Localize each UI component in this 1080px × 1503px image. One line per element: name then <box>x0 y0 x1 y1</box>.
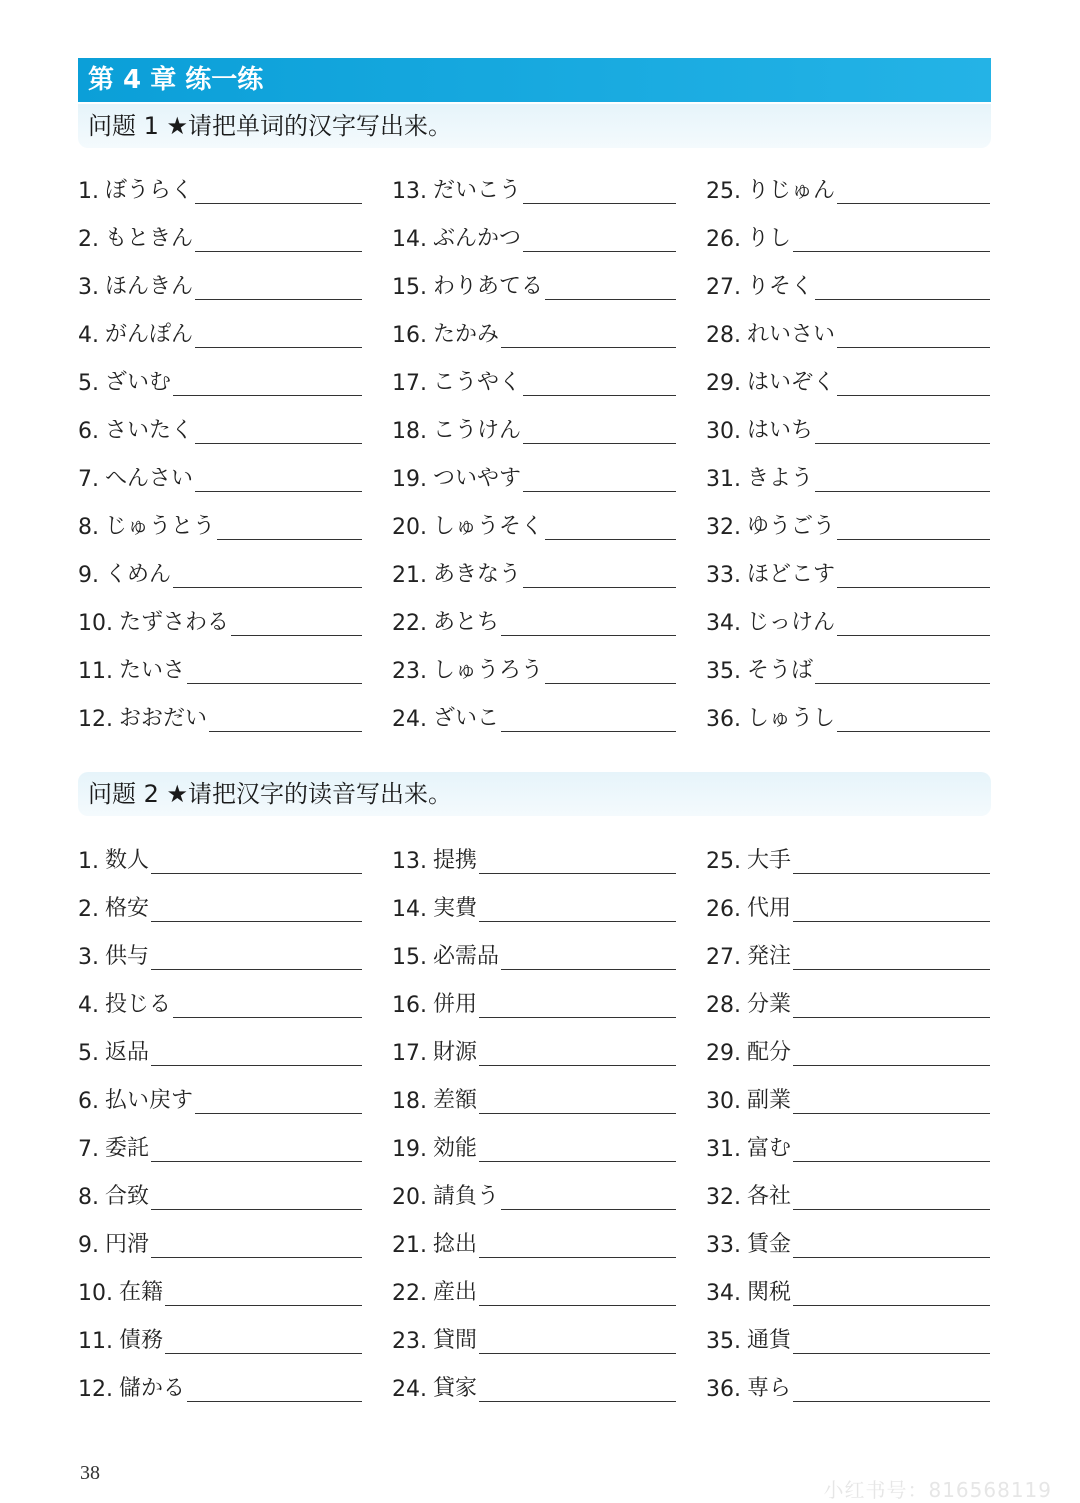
answer-blank-line <box>195 229 362 252</box>
exercise-item <box>706 162 990 210</box>
item-number: 15. <box>392 945 427 970</box>
exercise-item <box>78 928 362 976</box>
item-word: へんさい <box>105 466 194 491</box>
answer-blank-line <box>151 851 362 874</box>
item-word: たいさ <box>119 658 186 683</box>
answer-blank-line <box>501 947 676 970</box>
answer-blank-line <box>151 947 362 970</box>
answer-blank-line <box>209 709 362 732</box>
item-number: 34. <box>706 1281 741 1306</box>
item-number: 29. <box>706 1041 741 1066</box>
item-word: 財源 <box>433 1040 478 1065</box>
exercise-item <box>78 690 362 738</box>
item-word: 差額 <box>433 1088 478 1113</box>
exercise-item <box>706 210 990 258</box>
item-word: たずさわる <box>119 610 230 635</box>
exercise-item <box>392 210 676 258</box>
exercise-item <box>78 258 362 306</box>
item-number: 11. <box>78 1329 113 1354</box>
answer-blank-line <box>151 1043 362 1066</box>
item-number: 19. <box>392 1137 427 1162</box>
section1-exercise-grid <box>78 162 991 738</box>
item-word: 代用 <box>747 896 792 921</box>
exercise-item <box>78 450 362 498</box>
item-word: こうやく <box>433 370 522 395</box>
item-word: 必需品 <box>433 944 500 969</box>
answer-blank-line <box>195 277 362 300</box>
answer-blank-line <box>793 1139 990 1162</box>
answer-blank-line <box>837 517 990 540</box>
item-number: 18. <box>392 419 427 444</box>
item-word: わりあてる <box>433 274 544 299</box>
item-word: くめん <box>105 562 172 587</box>
item-number: 3. <box>78 275 99 300</box>
exercise-item <box>78 1072 362 1120</box>
item-number: 24. <box>392 707 427 732</box>
exercise-item <box>706 1072 990 1120</box>
item-number: 9. <box>78 563 99 588</box>
exercise-item <box>706 832 990 880</box>
item-number: 8. <box>78 515 99 540</box>
item-word: 併用 <box>433 992 478 1017</box>
exercise-item <box>78 546 362 594</box>
item-word: 専ら <box>747 1376 792 1401</box>
answer-blank-line <box>479 851 676 874</box>
item-word: 投じる <box>105 992 172 1017</box>
exercise-item <box>706 354 990 402</box>
item-number: 28. <box>706 323 741 348</box>
item-number: 6. <box>78 419 99 444</box>
exercise-item <box>78 832 362 880</box>
item-word: 返品 <box>105 1040 150 1065</box>
exercise-item <box>392 928 676 976</box>
item-number: 33. <box>706 1233 741 1258</box>
item-number: 4. <box>78 323 99 348</box>
item-number: 28. <box>706 993 741 1018</box>
answer-blank-line <box>793 1187 990 1210</box>
item-word: 分業 <box>747 992 792 1017</box>
item-number: 19. <box>392 467 427 492</box>
exercise-item <box>78 162 362 210</box>
item-word: 貸間 <box>433 1328 478 1353</box>
answer-blank-line <box>523 421 676 444</box>
exercise-item <box>78 976 362 1024</box>
exercise-item <box>392 832 676 880</box>
exercise-item <box>392 162 676 210</box>
item-word: 副業 <box>747 1088 792 1113</box>
item-word: 委託 <box>105 1136 150 1161</box>
item-number: 20. <box>392 515 427 540</box>
item-number: 22. <box>392 611 427 636</box>
item-word: 大手 <box>747 848 792 873</box>
answer-blank-line <box>479 899 676 922</box>
exercise-item <box>392 594 676 642</box>
item-word: 賃金 <box>747 1232 792 1257</box>
answer-blank-line <box>523 565 676 588</box>
answer-blank-line <box>815 469 990 492</box>
item-word: そうば <box>747 658 814 683</box>
answer-blank-line <box>479 1331 676 1354</box>
answer-blank-line <box>837 325 990 348</box>
answer-blank-line <box>793 947 990 970</box>
item-number: 17. <box>392 371 427 396</box>
answer-blank-line <box>479 1283 676 1306</box>
answer-blank-line <box>793 851 990 874</box>
item-word: おおだい <box>119 706 208 731</box>
answer-blank-line <box>815 421 990 444</box>
item-word: りそく <box>747 274 814 299</box>
item-number: 4. <box>78 993 99 1018</box>
item-number: 35. <box>706 1329 741 1354</box>
item-word: ぶんかつ <box>433 226 522 251</box>
item-word: 格安 <box>105 896 150 921</box>
item-number: 32. <box>706 515 741 540</box>
item-number: 8. <box>78 1185 99 1210</box>
item-number: 12. <box>78 1377 113 1402</box>
exercise-item <box>78 642 362 690</box>
item-word: しゅうし <box>747 706 836 731</box>
item-word: がんぽん <box>105 322 194 347</box>
item-word: さいたく <box>105 418 194 443</box>
exercise-item <box>78 402 362 450</box>
answer-blank-line <box>545 277 676 300</box>
item-number: 9. <box>78 1233 99 1258</box>
exercise-item <box>706 1360 990 1408</box>
answer-blank-line <box>793 1379 990 1402</box>
answer-blank-line <box>195 325 362 348</box>
item-word: 在籍 <box>119 1280 164 1305</box>
exercise-item <box>706 402 990 450</box>
item-word: ついやす <box>433 466 522 491</box>
chapter-title: 第 4 章 练一练 <box>78 58 991 102</box>
item-number: 16. <box>392 993 427 1018</box>
item-number: 7. <box>78 467 99 492</box>
exercise-item <box>392 498 676 546</box>
item-word: きよう <box>747 466 814 491</box>
answer-blank-line <box>837 613 990 636</box>
item-number: 35. <box>706 659 741 684</box>
exercise-item <box>78 1168 362 1216</box>
answer-blank-line <box>793 1091 990 1114</box>
exercise-item <box>78 1360 362 1408</box>
exercise-item <box>706 450 990 498</box>
item-number: 23. <box>392 659 427 684</box>
item-number: 27. <box>706 275 741 300</box>
item-word: 円滑 <box>105 1232 150 1257</box>
watermark: 小红书号：816568119 <box>823 1478 1052 1502</box>
answer-blank-line <box>523 469 676 492</box>
answer-blank-line <box>165 1283 362 1306</box>
item-number: 36. <box>706 707 741 732</box>
exercise-item <box>392 1264 676 1312</box>
item-word: たかみ <box>433 322 500 347</box>
answer-blank-line <box>151 899 362 922</box>
exercise-item <box>706 1312 990 1360</box>
exercise-item <box>706 1024 990 1072</box>
item-word: 産出 <box>433 1280 478 1305</box>
exercise-item <box>392 1072 676 1120</box>
exercise-item <box>706 546 990 594</box>
exercise-item <box>78 306 362 354</box>
answer-blank-line <box>479 1379 676 1402</box>
answer-blank-line <box>479 1091 676 1114</box>
answer-blank-line <box>187 661 362 684</box>
item-word: 効能 <box>433 1136 478 1161</box>
exercise-item <box>78 498 362 546</box>
item-number: 14. <box>392 897 427 922</box>
exercise-item <box>392 880 676 928</box>
item-word: ほんきん <box>105 274 194 299</box>
item-word: 提携 <box>433 848 478 873</box>
item-word: 配分 <box>747 1040 792 1065</box>
exercise-item <box>392 546 676 594</box>
item-word: 各社 <box>747 1184 792 1209</box>
exercise-item <box>78 354 362 402</box>
answer-blank-line <box>165 1331 362 1354</box>
item-number: 13. <box>392 849 427 874</box>
answer-blank-line <box>545 661 676 684</box>
exercise-item <box>78 1216 362 1264</box>
item-number: 30. <box>706 1089 741 1114</box>
answer-blank-line <box>523 181 676 204</box>
item-word: 捻出 <box>433 1232 478 1257</box>
item-word: しゅうろう <box>433 658 544 683</box>
answer-blank-line <box>195 1091 362 1114</box>
item-number: 22. <box>392 1281 427 1306</box>
item-word: あとち <box>433 610 500 635</box>
item-word: 実費 <box>433 896 478 921</box>
answer-blank-line <box>173 373 362 396</box>
item-number: 18. <box>392 1089 427 1114</box>
answer-blank-line <box>479 995 676 1018</box>
answer-blank-line <box>151 1139 362 1162</box>
item-word: 請負う <box>433 1184 500 1209</box>
item-number: 10. <box>78 1281 113 1306</box>
exercise-item <box>706 1216 990 1264</box>
item-number: 36. <box>706 1377 741 1402</box>
item-word: 儲かる <box>119 1376 186 1401</box>
item-word: はいち <box>747 418 814 443</box>
answer-blank-line <box>793 899 990 922</box>
exercise-item <box>78 880 362 928</box>
item-number: 26. <box>706 227 741 252</box>
answer-blank-line <box>479 1043 676 1066</box>
item-number: 29. <box>706 371 741 396</box>
exercise-item <box>706 880 990 928</box>
answer-blank-line <box>815 277 990 300</box>
answer-blank-line <box>523 373 676 396</box>
item-number: 11. <box>78 659 113 684</box>
exercise-item <box>706 594 990 642</box>
item-word: もときん <box>105 226 194 251</box>
exercise-item <box>78 1312 362 1360</box>
answer-blank-line <box>501 613 676 636</box>
answer-blank-line <box>501 709 676 732</box>
item-word: 供与 <box>105 944 150 969</box>
item-word: 関税 <box>747 1280 792 1305</box>
item-number: 15. <box>392 275 427 300</box>
item-word: はいぞく <box>747 370 836 395</box>
item-number: 20. <box>392 1185 427 1210</box>
answer-blank-line <box>837 565 990 588</box>
exercise-item <box>392 642 676 690</box>
exercise-item <box>392 354 676 402</box>
answer-blank-line <box>793 1331 990 1354</box>
answer-blank-line <box>195 421 362 444</box>
exercise-item <box>78 210 362 258</box>
exercise-item <box>392 402 676 450</box>
item-number: 10. <box>78 611 113 636</box>
exercise-item <box>706 306 990 354</box>
item-number: 30. <box>706 419 741 444</box>
exercise-item <box>392 306 676 354</box>
item-word: 数人 <box>105 848 150 873</box>
exercise-item <box>392 1024 676 1072</box>
item-word: りし <box>747 226 792 251</box>
item-word: ざいこ <box>433 706 500 731</box>
exercise-item <box>78 1024 362 1072</box>
answer-blank-line <box>815 661 990 684</box>
answer-blank-line <box>501 325 676 348</box>
item-number: 13. <box>392 179 427 204</box>
exercise-item <box>706 1120 990 1168</box>
item-number: 12. <box>78 707 113 732</box>
exercise-item <box>706 976 990 1024</box>
item-number: 25. <box>706 179 741 204</box>
answer-blank-line <box>479 1235 676 1258</box>
item-word: じゅうとう <box>105 514 216 539</box>
item-number: 23. <box>392 1329 427 1354</box>
exercise-item <box>78 1120 362 1168</box>
item-number: 5. <box>78 371 99 396</box>
answer-blank-line <box>545 517 676 540</box>
answer-blank-line <box>837 181 990 204</box>
item-number: 34. <box>706 611 741 636</box>
item-word: 富む <box>747 1136 792 1161</box>
item-number: 17. <box>392 1041 427 1066</box>
item-number: 7. <box>78 1137 99 1162</box>
section2-exercise-grid <box>78 832 991 1408</box>
exercise-item <box>392 1168 676 1216</box>
exercise-item <box>392 1360 676 1408</box>
answer-blank-line <box>195 181 362 204</box>
item-number: 31. <box>706 1137 741 1162</box>
exercise-item <box>392 1216 676 1264</box>
item-word: こうけん <box>433 418 522 443</box>
answer-blank-line <box>793 229 990 252</box>
item-number: 24. <box>392 1377 427 1402</box>
exercise-item <box>392 1312 676 1360</box>
item-number: 26. <box>706 897 741 922</box>
item-word: しゅうそく <box>433 514 544 539</box>
item-word: 債務 <box>119 1328 164 1353</box>
answer-blank-line <box>837 709 990 732</box>
item-word: あきなう <box>433 562 522 587</box>
answer-blank-line <box>195 469 362 492</box>
item-number: 1. <box>78 179 99 204</box>
answer-blank-line <box>151 1235 362 1258</box>
item-number: 1. <box>78 849 99 874</box>
answer-blank-line <box>837 373 990 396</box>
answer-blank-line <box>793 1235 990 1258</box>
exercise-item <box>706 690 990 738</box>
item-word: じっけん <box>747 610 836 635</box>
answer-blank-line <box>793 1283 990 1306</box>
item-word: ざいむ <box>105 370 172 395</box>
item-word: ゆうごう <box>747 514 836 539</box>
answer-blank-line <box>231 613 362 636</box>
answer-blank-line <box>187 1379 362 1402</box>
exercise-item <box>706 498 990 546</box>
answer-blank-line <box>217 517 362 540</box>
item-word: 通貨 <box>747 1328 792 1353</box>
exercise-item <box>392 450 676 498</box>
item-number: 21. <box>392 563 427 588</box>
exercise-item <box>392 258 676 306</box>
item-number: 3. <box>78 945 99 970</box>
answer-blank-line <box>173 995 362 1018</box>
item-number: 16. <box>392 323 427 348</box>
exercise-item <box>706 258 990 306</box>
exercise-item <box>392 1120 676 1168</box>
item-word: りじゅん <box>747 178 836 203</box>
section2-title: 问题 2 ★请把汉字的读音写出来。 <box>78 772 991 816</box>
item-number: 5. <box>78 1041 99 1066</box>
item-number: 31. <box>706 467 741 492</box>
exercise-item <box>392 976 676 1024</box>
item-number: 2. <box>78 897 99 922</box>
item-number: 25. <box>706 849 741 874</box>
exercise-item <box>706 642 990 690</box>
answer-blank-line <box>523 229 676 252</box>
answer-blank-line <box>151 1187 362 1210</box>
item-number: 27. <box>706 945 741 970</box>
exercise-item <box>78 1264 362 1312</box>
answer-blank-line <box>793 995 990 1018</box>
section1-title: 问题 1 ★请把单词的汉字写出来。 <box>78 104 991 148</box>
answer-blank-line <box>173 565 362 588</box>
item-word: 発注 <box>747 944 792 969</box>
item-word: 合致 <box>105 1184 150 1209</box>
item-word: 払い戻す <box>105 1088 194 1113</box>
item-number: 2. <box>78 227 99 252</box>
item-word: れいさい <box>747 322 836 347</box>
item-number: 21. <box>392 1233 427 1258</box>
item-number: 14. <box>392 227 427 252</box>
item-word: ぼうらく <box>105 178 194 203</box>
item-word: 貸家 <box>433 1376 478 1401</box>
item-number: 6. <box>78 1089 99 1114</box>
exercise-item <box>78 594 362 642</box>
answer-blank-line <box>479 1139 676 1162</box>
exercise-item <box>706 1264 990 1312</box>
item-number: 33. <box>706 563 741 588</box>
page-number: 38 <box>80 1462 100 1484</box>
exercise-item <box>706 928 990 976</box>
item-word: だいこう <box>433 178 522 203</box>
item-word: ほどこす <box>747 562 836 587</box>
item-number: 32. <box>706 1185 741 1210</box>
answer-blank-line <box>501 1187 676 1210</box>
exercise-item <box>392 690 676 738</box>
exercise-item <box>706 1168 990 1216</box>
answer-blank-line <box>793 1043 990 1066</box>
